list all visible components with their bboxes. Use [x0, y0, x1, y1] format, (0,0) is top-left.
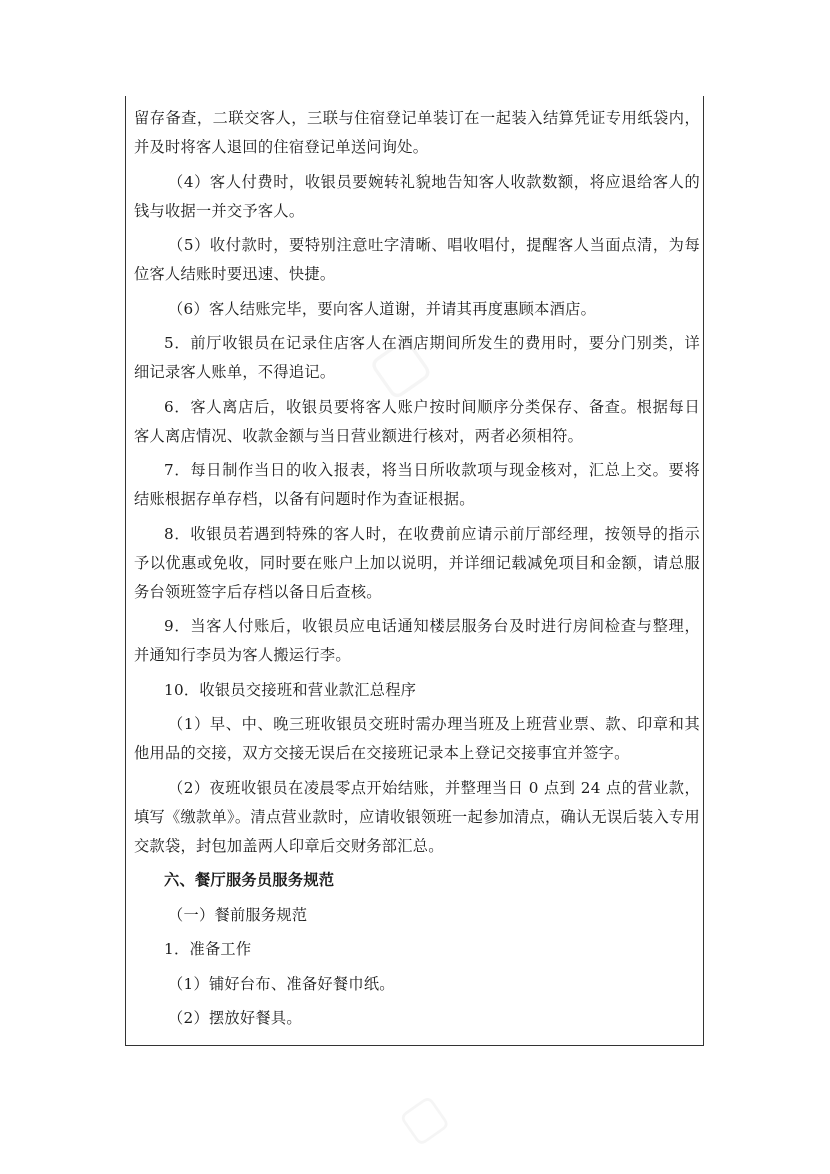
subsection-heading: （一）餐前服务规范 — [168, 905, 308, 924]
paragraph-prep-item-1: （1）铺好台布、准备好餐巾纸。 — [168, 974, 395, 993]
paragraph-item-5: （5）收付款时，要特别注意吐字清晰、唱收唱付，提醒客人当面点清，为每位客人结账时要迅速、快捷。 — [134, 236, 700, 283]
document-body — [134, 104, 700, 1033]
paragraph-section-6: 6．客人离店后，收银员要将客人账户按时间顺序分类保存、备查。根据每日客人离店情况、收款金额与当日营业额进行核对，两者必须相符。 — [134, 397, 700, 445]
paragraph-section-5: 5．前厅收银员在记录住店客人在酒店期间所发生的费用时，要分门别类，详细记录客人账单，不得追记。 — [134, 334, 700, 381]
paragraph-item-2: （2）夜班收银员在凌晨零点开始结账，并整理当日 0 点到 24 点的营业款，填写《缴款单》。清点营业款时，应请收银领班一起参加清点，确认无误后装入专用交款袋，封包加盖两人印章后交财务部汇总。 — [134, 778, 700, 855]
watermark: ▢ — [355, 320, 442, 410]
section-heading: 六、餐厅服务员服务规范 — [164, 871, 335, 889]
paragraph-section-7: 7．每日制作当日的收入报表，将当日所收款项与现金核对，汇总上交。要将结账根据存单存档，以备有问题时作为查证根据。 — [134, 461, 700, 508]
paragraph-section-8: 8．收银员若遇到特殊的客人时，在收费前应请示前厅部经理，按领导的指示予以优惠或免收，同时要在账户上加以说明，并详细记载减免项目和金额，请总服务台领班签字后存档以备日后查核。 — [134, 524, 700, 601]
watermark: ▢ — [388, 1082, 458, 1154]
paragraph-prep-item-2: （2）摆放好餐具。 — [168, 1009, 302, 1027]
paragraph-item-1: （1）早、中、晚三班收银员交班时需办理当班及上班营业票、款、印章和其他用品的交接，双方交接无误后在交接班记录本上登记交接事宜并签字。 — [134, 715, 700, 762]
paragraph-continuation: 留存备查，二联交客人，三联与住宿登记单装订在一起装入结算凭证专用纸袋内，并及时将客人退回的住宿登记单送问询处。 — [134, 109, 700, 156]
paragraph-item-6: （6）客人结账完毕，要向客人道谢，并请其再度惠顾本酒店。 — [168, 299, 597, 318]
paragraph-prep-title: 1．准备工作 — [164, 940, 252, 958]
paragraph-section-9: 9．当客人付账后，收银员应电话通知楼层服务台及时进行房间检查与整理，并通知行李员为客人搬运行李。 — [134, 617, 700, 664]
paragraph-section-10: 10．收银员交接班和营业款汇总程序 — [164, 680, 417, 699]
paragraph-item-4: （4）客人付费时，收银员要婉转礼貌地告知客人收款数额，将应退给客人的钱与收据一并交予客人。 — [134, 172, 700, 220]
